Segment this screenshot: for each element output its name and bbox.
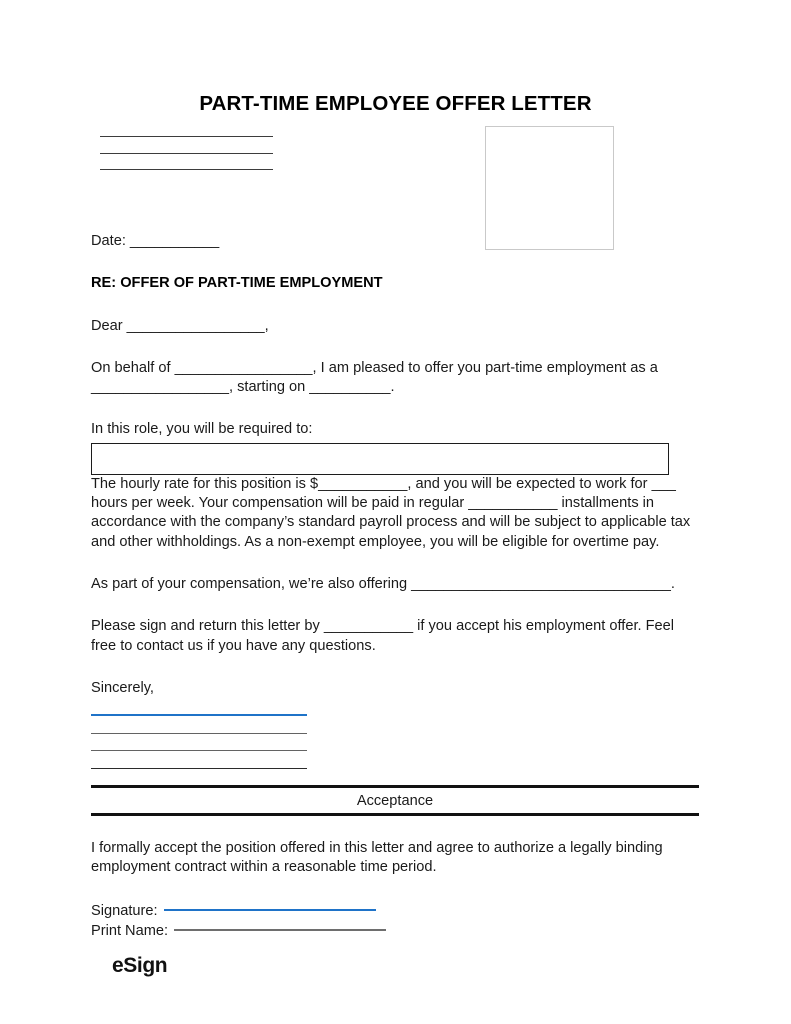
spacer — [91, 816, 699, 839]
spacer — [91, 397, 699, 420]
date-line[interactable]: Date: ___________ — [91, 233, 220, 249]
acceptance-print-name-input[interactable] — [174, 929, 386, 931]
acceptance-print-name-row[interactable] — [91, 921, 699, 941]
acceptance-paragraph: I formally accept the position offered in this letter and agree to authorize a legally binding employment contract within a reasonable time period. — [91, 840, 663, 876]
acceptance-rule-bottom — [91, 813, 699, 816]
print-name-label: Print Name: — [91, 922, 169, 939]
closing: Sincerely, — [91, 679, 154, 696]
letterhead-line-2[interactable] — [100, 153, 273, 154]
letterhead-blank-lines — [100, 136, 273, 186]
esign-brand-logo[interactable]: eSign — [112, 954, 168, 977]
letterhead-line-1[interactable] — [100, 136, 273, 137]
intro-paragraph: On behalf of _________________, I am pleased to offer you part-time employment as a _________________, starting on __________. — [91, 359, 658, 396]
benefits-paragraph: As part of your compensation, we’re also offering ________________________________. — [91, 575, 675, 592]
company-line[interactable] — [91, 768, 307, 769]
spacer — [91, 251, 699, 274]
spacer — [91, 656, 699, 679]
letter-body — [91, 232, 699, 941]
signature-line[interactable] — [91, 714, 307, 716]
compensation-paragraph: The hourly rate for this position is $___________, and you will be expected to work for ___ hours per week. Your compensation will be paid in regular ___________ installments in accordance with the company’s standard payroll process and will be subject to applicable tax and other withholdings. As a non-exempt employee, you will be eligible for overtime pay. — [91, 475, 691, 550]
acceptance-section-header — [91, 785, 699, 816]
spacer — [91, 552, 699, 575]
acceptance-signature-input[interactable] — [164, 909, 376, 911]
page-title: PART-TIME EMPLOYEE OFFER LETTER — [199, 92, 592, 115]
signature-label: Signature: — [91, 902, 158, 919]
title-line[interactable] — [91, 750, 307, 751]
spacer — [91, 878, 699, 901]
duties-input-box[interactable] — [91, 443, 669, 475]
printed-name-line[interactable] — [91, 733, 307, 734]
letterhead-line-3[interactable] — [100, 169, 273, 170]
acceptance-signature-row[interactable] — [91, 901, 699, 921]
spacer — [91, 294, 699, 317]
spacer — [91, 336, 699, 359]
salutation[interactable]: Dear _________________, — [91, 317, 269, 334]
subject-line: RE: OFFER OF PART-TIME EMPLOYMENT — [91, 275, 383, 292]
acceptance-heading: Acceptance — [356, 793, 434, 810]
spacer — [91, 594, 699, 617]
duties-lead-in: In this role, you will be required to: — [91, 421, 313, 438]
return-paragraph: Please sign and return this letter by ___________ if you accept his employment offer. Feel free to contact us if you have any questions. — [91, 618, 675, 654]
signature-block — [91, 714, 307, 769]
